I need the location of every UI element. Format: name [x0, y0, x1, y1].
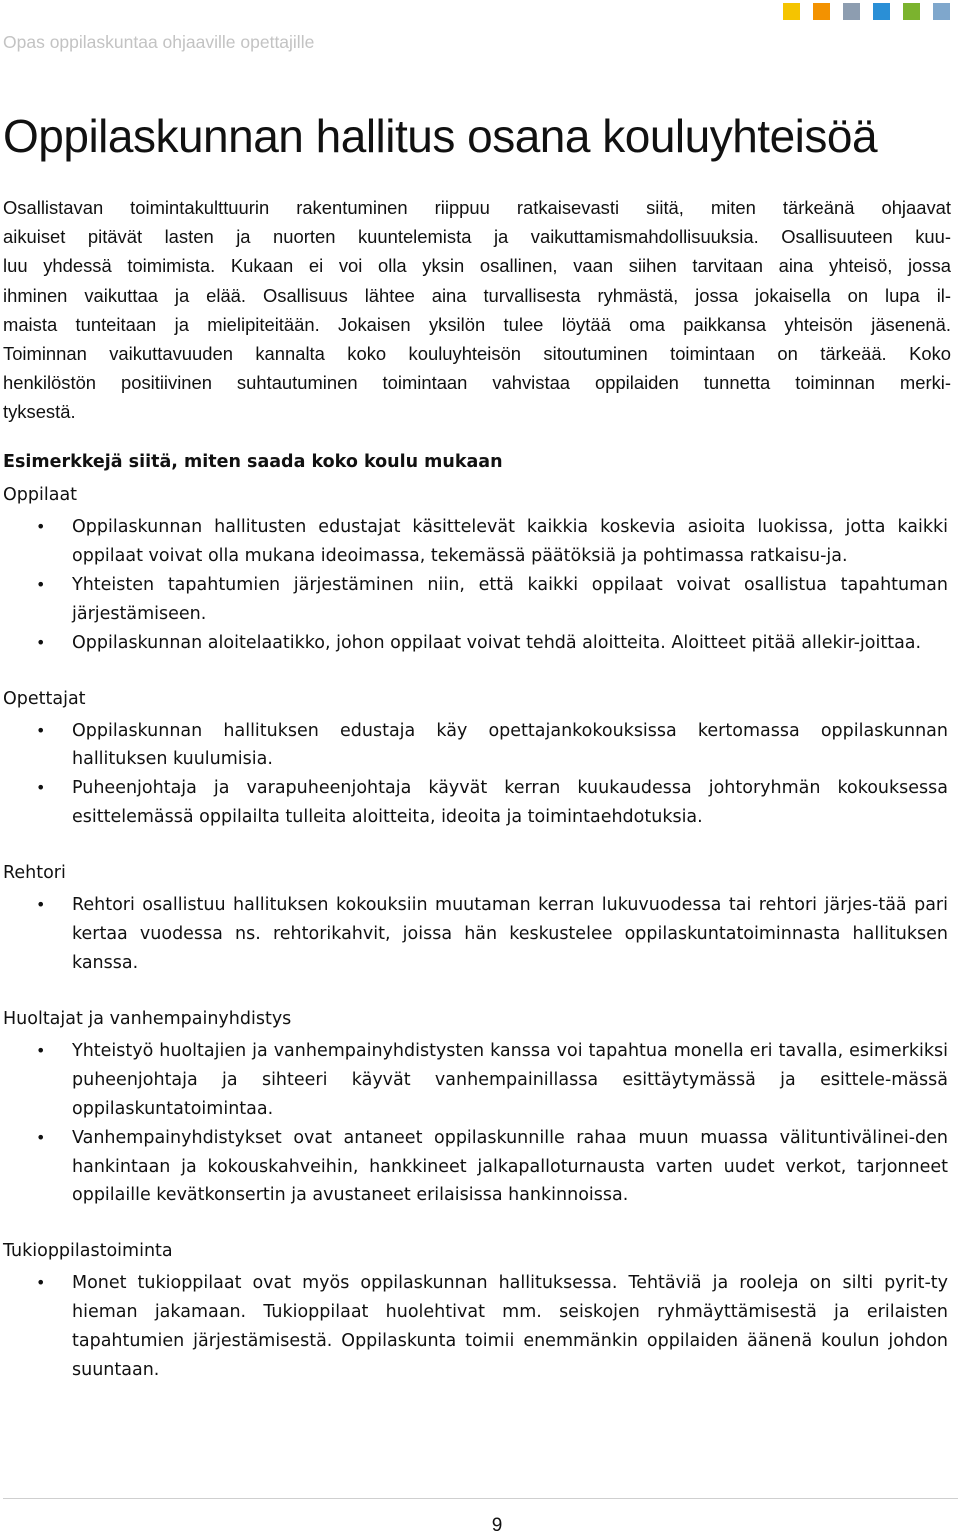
bullet-list	[3, 891, 948, 978]
list-item: • Oppilaskunnan hallitusten edustajat käsittelevät kaikkia koskevia asioita luokissa, jotta kaikki oppilaat voivat olla mukana ideoimassa, tekemässä päätöksiä ja pohtimassa ratkaisu-ja.	[3, 513, 948, 571]
intro-line: maista tunteitaan ja mielipiteitään. Jokaisen yksilön tulee löytää oma paikkansa yhteisön jäsenenä.	[3, 313, 951, 335]
list-item: • Monet tukioppilaat ovat myös oppilaskunnan hallituksessa. Tehtäviä ja rooleja on silti pyrit-ty hieman jakamaan. Tukioppilaat huolehtivat mm. seiskojen ryhmäyttämisestä ja erilaisten tapahtumien järjestämisestä. Oppilaskunta toimii enemmänkin oppilaiden äänenä koulun johdon suuntaan.	[3, 1269, 948, 1385]
group-title: Oppilaat	[3, 485, 78, 505]
list-item: • Yhteistyö huoltajien ja vanhempainyhdistysten kanssa voi tapahtua monella eri tavalla, esimerkiksi puheenjohtaja ja sihteeri käyvät vanhempainillassa esittäytymässä ja esittele-mässä oppilaskuntatoimintaa.	[3, 1037, 948, 1124]
examples-heading: Esimerkkejä siitä, miten saada koko koulu mukaan	[3, 452, 503, 472]
group-title: Tukioppilastoiminta	[3, 1241, 173, 1262]
intro-paragraph	[3, 193, 951, 427]
group-rehtori	[3, 859, 948, 978]
list-item: • Rehtori osallistuu hallituksen kokouksiin muutaman kerran lukuvuodessa tai rehtori järjes-tää pari kertaa vuodessa ns. rehtorikahvit, joissa hän keskustelee oppilaskuntatoiminnasta hallituksen kanssa.	[3, 891, 948, 978]
list-item: • Puheenjohtaja ja varapuheenjohtaja käyvät kerran kuukaudessa johtoryhmän kokouksessa esittelemässä oppilailta tulleita aloitteita, ideoita ja toimintaehdotuksia.	[3, 774, 948, 832]
page-title: Oppilaskunnan hallitus osana kouluyhteisöä	[3, 110, 878, 162]
intro-line: tyksestä.	[3, 401, 76, 423]
color-squares	[783, 3, 950, 20]
square-yellow-icon	[783, 3, 800, 20]
group-huoltajat	[3, 1005, 948, 1210]
group-oppilaat	[3, 481, 948, 658]
bullet-list	[3, 1037, 948, 1210]
intro-line: henkilöstön positiivinen suhtautuminen toimintaan vahvistaa oppilaiden tunnetta toiminnan merki-	[3, 372, 951, 394]
examples-section	[3, 448, 948, 1412]
intro-line: aikuiset pitävät lasten ja nuorten kuuntelemista ja vaikuttamismahdollisuuksia. Osallisuuteen kuu-	[3, 226, 951, 248]
page-number: 9	[491, 1515, 503, 1536]
group-opettajat	[3, 685, 948, 833]
list-item: • Oppilaskunnan hallituksen edustaja käy opettajankokouksissa kertomassa oppilaskunnan hallituksen kuulumisia.	[3, 717, 948, 775]
running-header: Opas oppilaskuntaa ohjaaville opettajille	[3, 32, 315, 52]
square-orange-icon	[813, 3, 830, 20]
bullet-list	[3, 1269, 948, 1385]
group-title: Opettajat	[3, 688, 86, 709]
intro-line: ihminen vaikuttaa ja elää. Osallisuus lähtee aina turvallisesta ryhmästä, jossa jokaisella on lupa il-	[3, 284, 951, 306]
square-gray-icon	[843, 3, 860, 20]
list-item: • Vanhempainyhdistykset ovat antaneet oppilaskunnille rahaa muun muassa välituntivälinei-den hankintaan ja kokouskahveihin, hankkineet jalkapalloturnausta varten uudet verkot, tarjonneet oppilaille kevätkonsertin ja avustaneet erilaisissa hankinnoissa.	[3, 1124, 948, 1211]
bullet-list	[3, 513, 948, 658]
group-title: Huoltajat ja vanhempainyhdistys	[3, 1008, 292, 1029]
list-item: • Yhteisten tapahtumien järjestäminen niin, että kaikki oppilaat voivat osallistua tapahtuman järjestämiseen.	[3, 571, 948, 629]
list-item: • Oppilaskunnan aloitelaatikko, johon oppilaat voivat tehdä aloitteita. Aloitteet pitää allekir-joittaa.	[3, 629, 948, 658]
bullet-list	[3, 717, 948, 833]
group-tukioppilastoiminta	[3, 1237, 948, 1385]
footer-divider	[3, 1498, 958, 1499]
intro-line: luu yhdessä toimimista. Kukaan ei voi olla yksin osallinen, vaan siihen tarvitaan aina yhteisö, jossa	[3, 255, 951, 277]
square-blue-icon	[873, 3, 890, 20]
square-green-icon	[903, 3, 920, 20]
group-title: Rehtori	[3, 863, 66, 884]
intro-line: Toiminnan vaikuttavuuden kannalta koko kouluyhteisön sitoutuminen toimintaan on tärkeää. Koko	[3, 343, 951, 365]
square-lightblue-icon	[933, 3, 950, 20]
intro-line: Osallistavan toimintakulttuurin rakentuminen riippuu ratkaisevasti siitä, miten tärkeänä ohjaavat	[3, 197, 951, 218]
